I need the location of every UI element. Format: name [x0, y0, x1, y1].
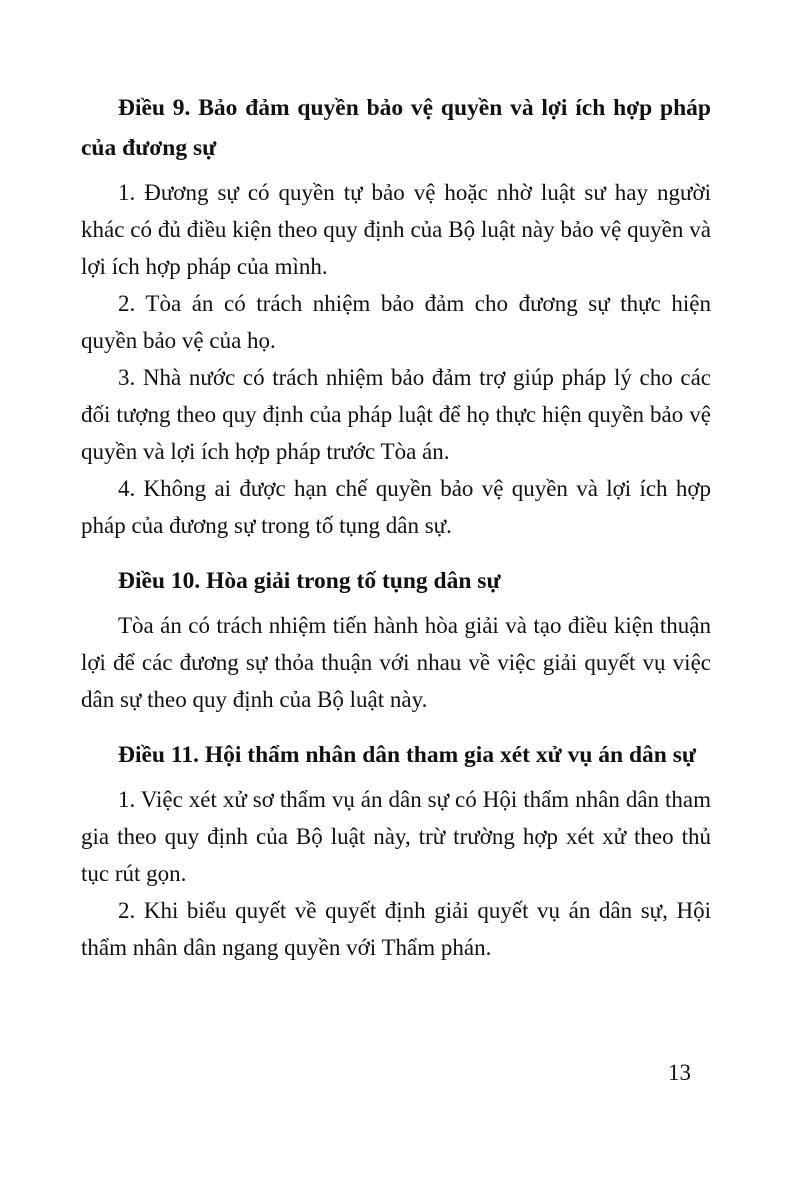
text-block — [81, 88, 711, 966]
article-11-clause-2: 2. Khi biểu quyết về quyết định giải quyết vụ án dân sự, Hội thẩm nhân dân ngang quyền với Thẩm phán. — [81, 898, 711, 960]
article-9-heading: Điều 9. Bảo đảm quyền bảo vệ quyền và lợi ích hợp pháp của đương sự — [81, 95, 711, 161]
article-9-clause-1: 1. Đương sự có quyền tự bảo vệ hoặc nhờ luật sư hay người khác có đủ điều kiện theo quy định của Bộ luật này bảo vệ quyền và lợi ích hợp pháp của mình. — [81, 180, 711, 279]
article-9-clause-3: 3. Nhà nước có trách nhiệm bảo đảm trợ giúp pháp lý cho các đối tượng theo quy định của pháp luật để họ thực hiện quyền bảo vệ quyền và lợi ích hợp pháp trước Tòa án. — [81, 365, 711, 464]
article-9-clause-2: 2. Tòa án có trách nhiệm bảo đảm cho đương sự thực hiện quyền bảo vệ của họ. — [81, 291, 711, 353]
article-10-heading: Điều 10. Hòa giải trong tố tụng dân sự — [118, 568, 501, 594]
article-11-clause-1: 1. Việc xét xử sơ thẩm vụ án dân sự có Hội thẩm nhân dân tham gia theo quy định của Bộ luật này, trừ trường hợp xét xử theo thủ tục rút gọn. — [81, 787, 711, 886]
article-9-clause-4: 4. Không ai được hạn chế quyền bảo vệ quyền và lợi ích hợp pháp của đương sự trong tố tụng dân sự. — [81, 476, 711, 538]
page-number: 13 — [668, 1060, 691, 1085]
article-10-body: Tòa án có trách nhiệm tiến hành hòa giải và tạo điều kiện thuận lợi để các đương sự thỏa thuận với nhau về việc giải quyết vụ việc dân sự theo quy định của Bộ luật này. — [81, 613, 711, 712]
article-11-heading: Điều 11. Hội thẩm nhân dân tham gia xét xử vụ án dân sự — [118, 742, 696, 768]
